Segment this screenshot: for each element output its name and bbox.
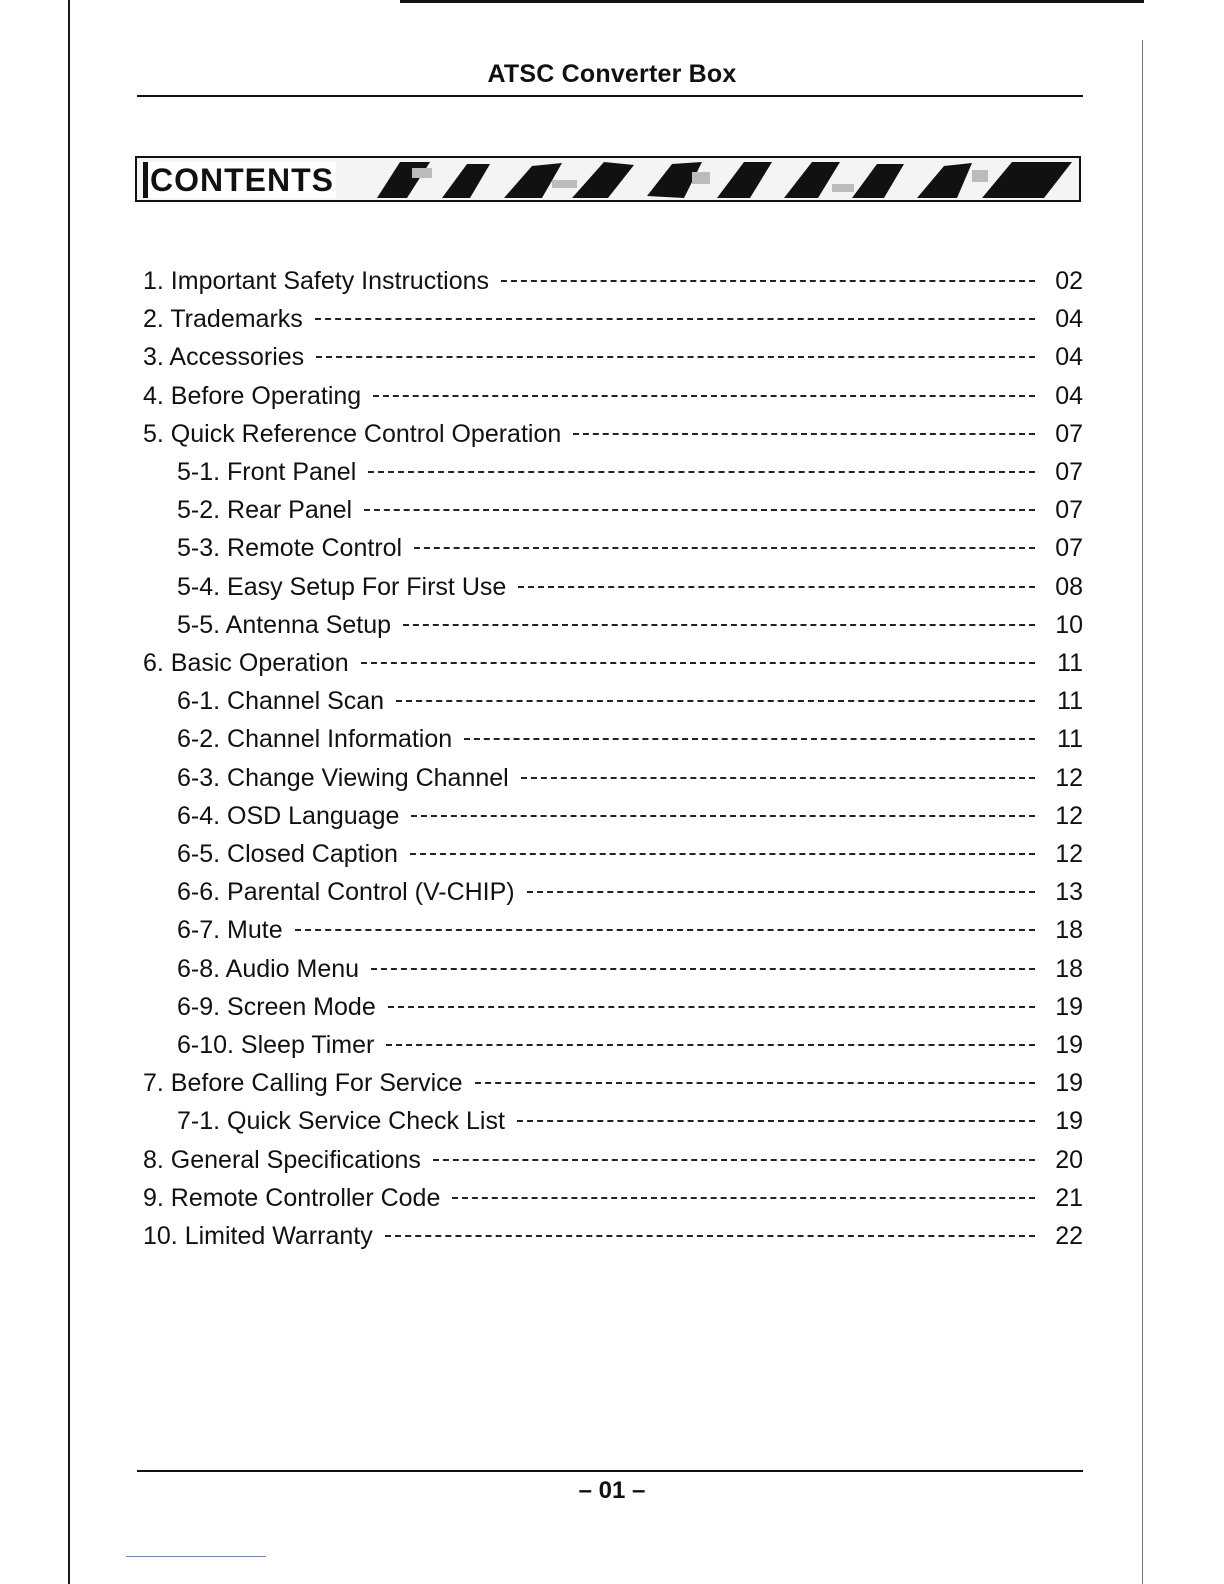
toc-entry-page: 04 xyxy=(1055,343,1083,371)
toc-entry xyxy=(143,419,1083,449)
toc-entry xyxy=(143,1183,1083,1213)
toc-entry-label: 6-8. Audio Menu xyxy=(177,955,360,983)
toc-leader-dashes xyxy=(371,968,1035,970)
toc-entry-label: 8. General Specifications xyxy=(143,1146,421,1174)
toc-entry-label: 1. Important Safety Instructions xyxy=(143,267,489,295)
toc-entry-page: 19 xyxy=(1055,1031,1083,1059)
toc-leader-dashes xyxy=(573,433,1035,435)
toc-leader-dashes xyxy=(368,471,1035,473)
toc-entry-page: 02 xyxy=(1055,267,1083,295)
toc-entry-label: 3. Accessories xyxy=(143,343,305,371)
toc-entry-page: 10 xyxy=(1055,611,1083,639)
toc-entry-label: 6-6. Parental Control (V-CHIP) xyxy=(177,878,515,906)
toc-leader-dashes xyxy=(464,738,1035,740)
toc-entry-label: 6. Basic Operation xyxy=(143,649,349,677)
toc-entry-page: 20 xyxy=(1055,1146,1083,1174)
toc-entry xyxy=(177,801,1083,831)
toc-leader-dashes xyxy=(527,891,1035,893)
toc-leader-dashes xyxy=(452,1197,1035,1199)
toc-leader-dashes xyxy=(475,1082,1035,1084)
toc-entry-label: 6-10. Sleep Timer xyxy=(177,1031,375,1059)
toc-entry-page: 11 xyxy=(1057,725,1083,753)
toc-entry-label: 4. Before Operating xyxy=(143,382,362,410)
toc-entry xyxy=(177,1106,1083,1136)
toc-entry xyxy=(143,304,1083,334)
toc-leader-dashes xyxy=(385,1235,1035,1237)
toc-leader-dashes xyxy=(316,356,1035,358)
toc-entry-page: 19 xyxy=(1055,993,1083,1021)
toc-entry xyxy=(177,686,1083,716)
toc-entry-page: 07 xyxy=(1055,496,1083,524)
toc-entry-page: 21 xyxy=(1055,1184,1083,1212)
toc-leader-dashes xyxy=(373,395,1035,397)
toc-leader-dashes xyxy=(364,509,1035,511)
toc-leader-dashes xyxy=(410,853,1035,855)
toc-entry-label: 5-5. Antenna Setup xyxy=(177,611,392,639)
toc-entry xyxy=(177,915,1083,945)
contents-heading: CONTENTS xyxy=(143,162,336,198)
toc-leader-dashes xyxy=(386,1044,1035,1046)
toc-entry xyxy=(177,877,1083,907)
toc-leader-dashes xyxy=(361,662,1035,664)
toc-entry xyxy=(177,457,1083,487)
toc-entry xyxy=(143,1221,1083,1251)
toc-entry-label: 7-1. Quick Service Check List xyxy=(177,1107,505,1135)
toc-entry-page: 04 xyxy=(1055,305,1083,333)
toc-entry-label: 6-7. Mute xyxy=(177,916,283,944)
toc-leader-dashes xyxy=(403,624,1035,626)
toc-entry xyxy=(177,1030,1083,1060)
toc-leader-dashes xyxy=(295,929,1035,931)
toc-leader-dashes xyxy=(315,318,1035,320)
toc-entry-label: 10. Limited Warranty xyxy=(143,1222,373,1250)
toc-leader-dashes xyxy=(521,777,1035,779)
toc-entry xyxy=(143,381,1083,411)
toc-entry-page: 08 xyxy=(1055,573,1083,601)
toc-entry-label: 9. Remote Controller Code xyxy=(143,1184,441,1212)
toc-entry xyxy=(177,495,1083,525)
toc-entry-page: 19 xyxy=(1055,1107,1083,1135)
toc-entry-label: 5. Quick Reference Control Operation xyxy=(143,420,562,448)
toc-entry-page: 12 xyxy=(1055,802,1083,830)
toc-entry-label: 2. Trademarks xyxy=(143,305,303,333)
toc-entry-label: 6-5. Closed Caption xyxy=(177,840,398,868)
toc-leader-dashes xyxy=(501,280,1035,282)
toc-entry xyxy=(177,610,1083,640)
toc-leader-dashes xyxy=(517,1120,1035,1122)
toc-leader-dashes xyxy=(411,815,1035,817)
toc-entry xyxy=(177,839,1083,869)
toc-entry-label: 5-4. Easy Setup For First Use xyxy=(177,573,507,601)
toc-entry xyxy=(143,266,1083,296)
toc-entry-page: 18 xyxy=(1055,955,1083,983)
toc-entry xyxy=(177,572,1083,602)
toc-entry-label: 5-3. Remote Control xyxy=(177,534,403,562)
toc-entry-label: 6-1. Channel Scan xyxy=(177,687,385,715)
toc-entry-page: 19 xyxy=(1055,1069,1083,1097)
toc-entry xyxy=(177,533,1083,563)
toc-entry-label: 5-1. Front Panel xyxy=(177,458,357,486)
toc-leader-dashes xyxy=(518,586,1035,588)
toc-leader-dashes xyxy=(433,1159,1035,1161)
toc-entry-label: 7. Before Calling For Service xyxy=(143,1069,463,1097)
page-number: – 01 – xyxy=(578,1477,646,1504)
toc-entry xyxy=(177,954,1083,984)
toc-entry-page: 11 xyxy=(1057,649,1083,677)
toc-entry-page: 07 xyxy=(1055,420,1083,448)
document-header-title: ATSC Converter Box xyxy=(487,60,737,88)
toc-leader-dashes xyxy=(396,700,1035,702)
toc-entry-label: 6-9. Screen Mode xyxy=(177,993,376,1021)
toc-entry xyxy=(143,1068,1083,1098)
toc-entry-label: 6-4. OSD Language xyxy=(177,802,400,830)
toc-entry xyxy=(177,992,1083,1022)
toc-entry-page: 12 xyxy=(1055,764,1083,792)
toc-entry-label: 6-2. Channel Information xyxy=(177,725,453,753)
footer-divider xyxy=(137,1470,1083,1472)
toc-entry xyxy=(143,648,1083,678)
toc-leader-dashes xyxy=(414,547,1035,549)
toc-entry xyxy=(177,763,1083,793)
toc-entry-label: 6-3. Change Viewing Channel xyxy=(177,764,509,792)
toc-entry xyxy=(177,724,1083,754)
toc-entry-page: 18 xyxy=(1055,916,1083,944)
toc-entry-page: 12 xyxy=(1055,840,1083,868)
toc-entry-label: 5-2. Rear Panel xyxy=(177,496,353,524)
toc-entry-page: 04 xyxy=(1055,382,1083,410)
toc-entry-page: 07 xyxy=(1055,534,1083,562)
scan-artifact-line xyxy=(126,1556,266,1557)
toc-entry-page: 22 xyxy=(1055,1222,1083,1250)
toc-entry-page: 11 xyxy=(1057,687,1083,715)
toc-entry xyxy=(143,1145,1083,1175)
toc-entry-page: 07 xyxy=(1055,458,1083,486)
toc-entry-page: 13 xyxy=(1055,878,1083,906)
toc-entry xyxy=(143,342,1083,372)
toc-leader-dashes xyxy=(388,1006,1035,1008)
